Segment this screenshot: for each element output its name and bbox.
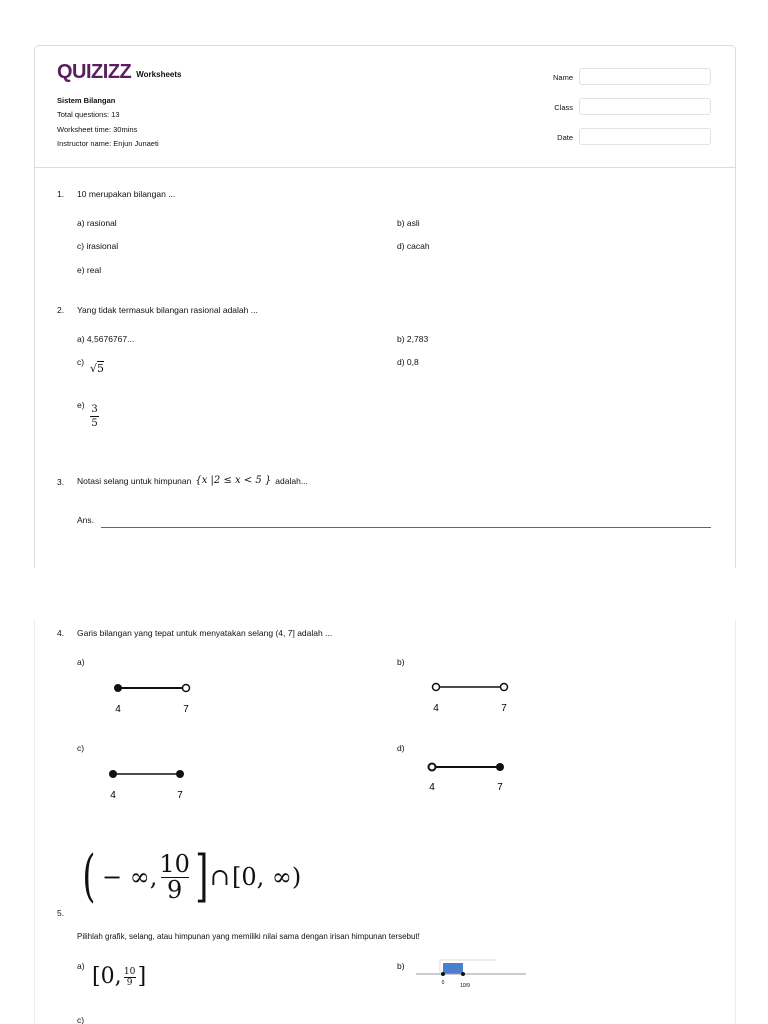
closed-point-icon xyxy=(441,972,445,976)
fraction-denominator: 5 xyxy=(91,418,98,429)
intersection-symbol: ∩ xyxy=(209,863,231,891)
set-expression: {x |2 ≤ x < 5 } xyxy=(195,475,272,486)
option-b[interactable]: b) 2,783 xyxy=(397,334,429,344)
option-label: e) xyxy=(77,400,85,410)
tick-label: 4 xyxy=(429,782,435,793)
sqrt-radicand: 5 xyxy=(97,362,105,375)
number-line-b-graph xyxy=(412,956,528,990)
option-c[interactable]: c) xyxy=(77,743,85,753)
fraction xyxy=(124,967,136,988)
fraction-denominator: 9 xyxy=(166,875,183,904)
fraction-numerator: 10 xyxy=(159,849,190,878)
option-d[interactable]: d) xyxy=(397,743,405,753)
question-number: 1. xyxy=(57,189,65,199)
option-d[interactable]: d) 0,8 xyxy=(397,357,419,367)
header-divider xyxy=(35,167,735,168)
worksheet-time: Worksheet time: 30mins xyxy=(57,125,138,134)
class-field[interactable] xyxy=(579,98,711,115)
option-a[interactable]: a) 4,5676767... xyxy=(77,334,135,344)
paren-open: ( xyxy=(82,844,96,909)
fraction-bar xyxy=(90,416,99,417)
open-point-icon xyxy=(501,684,508,691)
option-d[interactable]: d) cacah xyxy=(397,241,430,251)
tick-label: 7 xyxy=(501,703,507,714)
bracket-open: [0, xyxy=(92,964,122,989)
closed-point-icon xyxy=(461,972,465,976)
fraction-numerator: 3 xyxy=(91,404,98,415)
interval-expression xyxy=(92,966,146,988)
question-text xyxy=(77,475,308,486)
tick-label: 7 xyxy=(177,790,183,801)
tick-label: 4 xyxy=(433,703,439,714)
question-number: 2. xyxy=(57,305,65,315)
tick-label: 7 xyxy=(497,782,503,793)
worksheet-title: Sistem Bilangan xyxy=(57,96,116,105)
option-c[interactable]: c) xyxy=(77,1015,85,1024)
question-text: Yang tidak termasuk bilangan rasional adalah ... xyxy=(77,305,258,315)
neg-infinity: − ∞, xyxy=(102,863,158,891)
number-line-c xyxy=(103,766,193,802)
logo-text: QUIZIZZ xyxy=(57,61,132,83)
fraction xyxy=(159,849,190,904)
number-line-a xyxy=(108,680,198,716)
option-label: c) xyxy=(77,357,85,367)
open-point-icon xyxy=(429,764,436,771)
date-label: Date xyxy=(557,133,573,142)
option-e[interactable] xyxy=(77,400,85,410)
fraction xyxy=(90,404,99,429)
option-e[interactable]: e) real xyxy=(77,265,102,275)
question-number: 3. xyxy=(57,477,65,487)
closed-point-icon xyxy=(496,763,504,771)
option-b[interactable]: b) asli xyxy=(397,218,420,228)
question-number: 5. xyxy=(57,908,65,918)
closed-point-icon xyxy=(114,684,122,692)
question-text: Pilihlah grafik, selang, atau himpunan yang memiliki nilai sama dengan irisan himpunan tersebut! xyxy=(77,932,420,941)
sqrt-icon: √ xyxy=(90,362,98,375)
tick-label: 4 xyxy=(110,790,116,801)
number-line-b xyxy=(426,679,516,715)
option-a[interactable]: a) rasional xyxy=(77,218,117,228)
total-questions: Total questions: 13 xyxy=(57,110,120,119)
option-c[interactable]: c) irasional xyxy=(77,241,119,251)
number-line-d xyxy=(422,759,512,795)
tick-label: 4 xyxy=(115,704,121,715)
answer-line[interactable] xyxy=(101,527,711,528)
tick-label: 7 xyxy=(183,704,189,715)
name-field[interactable] xyxy=(579,68,711,85)
logo-subtitle: Worksheets xyxy=(136,70,182,79)
question-number: 4. xyxy=(57,628,65,638)
sqrt-expression xyxy=(90,362,104,375)
tick-label: 10/9 xyxy=(460,983,470,989)
option-a[interactable]: a) xyxy=(77,961,85,971)
interval-right: [0, ∞) xyxy=(232,863,302,891)
bracket-close: ] xyxy=(137,964,147,989)
option-b[interactable]: b) xyxy=(397,961,405,971)
name-label: Name xyxy=(552,73,573,82)
option-b[interactable]: b) xyxy=(397,657,405,667)
shaded-region xyxy=(443,963,463,974)
fraction-denominator: 9 xyxy=(126,977,133,988)
question-text-after: adalah... xyxy=(275,475,308,486)
question-text: 10 merupakan bilangan ... xyxy=(77,189,176,199)
instructor-name: Instructor name: Enjun Junaeti xyxy=(57,139,159,148)
set-intersection-expression xyxy=(78,842,301,912)
quizizz-logo xyxy=(57,62,181,82)
fraction-numerator: 10 xyxy=(123,966,136,977)
option-c[interactable] xyxy=(77,357,84,367)
class-label: Class xyxy=(554,103,573,112)
tick-label: 0 xyxy=(441,980,445,986)
answer-label: Ans. xyxy=(77,515,95,525)
bracket-close: ] xyxy=(195,844,209,909)
date-field[interactable] xyxy=(579,128,711,145)
question-text-before: Notasi selang untuk himpunan xyxy=(77,475,192,486)
open-point-icon xyxy=(433,684,440,691)
closed-point-icon xyxy=(109,770,117,778)
open-point-icon xyxy=(183,685,190,692)
question-text: Garis bilangan yang tepat untuk menyatakan selang (4, 7] adalah ... xyxy=(77,628,333,638)
closed-point-icon xyxy=(176,770,184,778)
option-a[interactable]: a) xyxy=(77,657,85,667)
